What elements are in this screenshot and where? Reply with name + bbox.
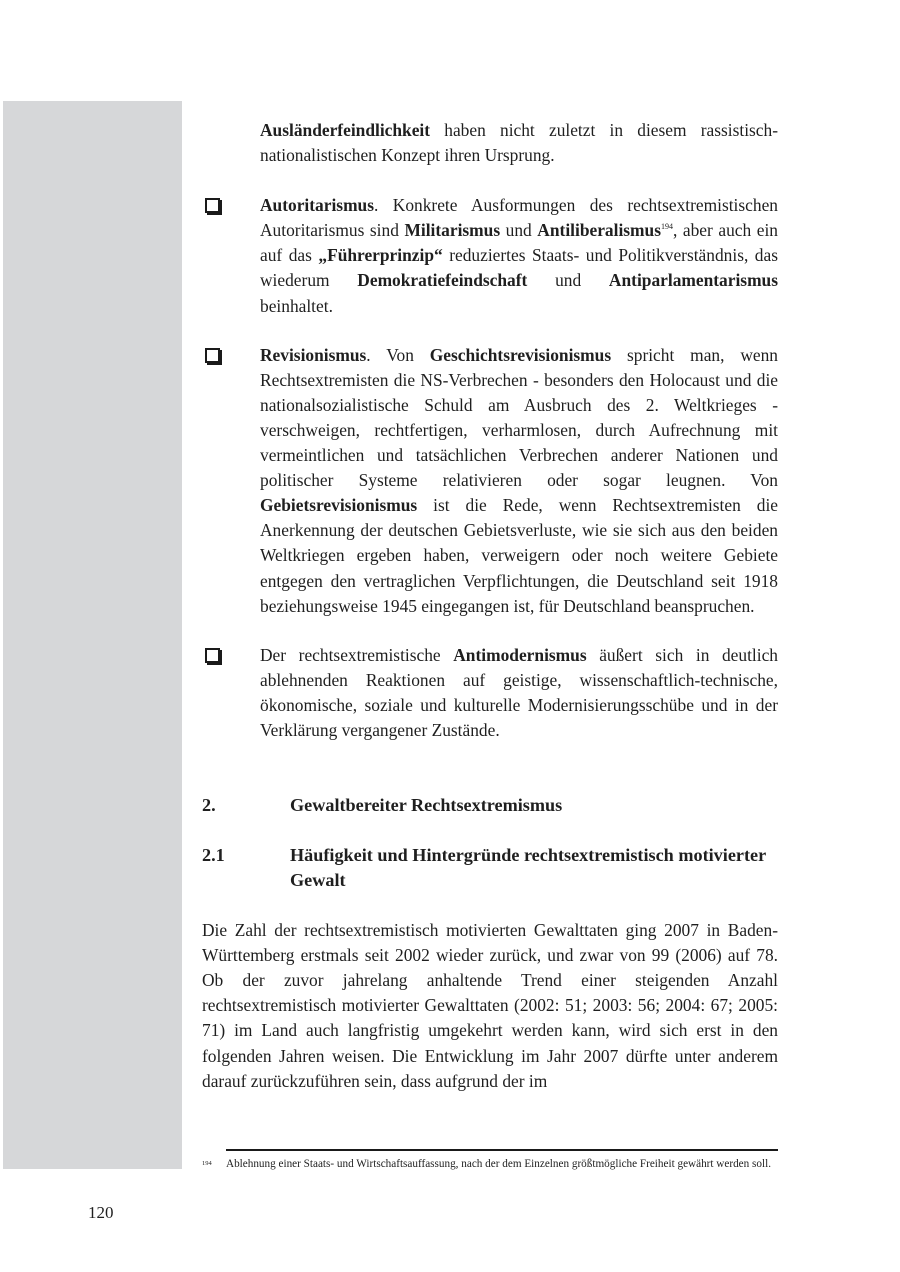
footnote-text: Ablehnung einer Staats- und Wirtschaftsauffassung, nach der dem Einzelnen größtmögliche Freiheit gewährt werden soll. — [226, 1158, 771, 1170]
section-number: 2. — [202, 795, 216, 816]
text-segment: Der rechtsextremistische — [260, 644, 454, 665]
footnote-marker: 194 — [202, 1160, 212, 1167]
section-heading-2 — [202, 793, 778, 818]
text-segment: ist die Rede, wenn Rechtsextremisten die Anerkennung der deutschen Gebietsverluste, wie sie sich aus den beiden Weltkriegen ergeben haben, verweigern oder noch weitere Gebiete entgegen den vertraglichen Verpflichtungen, die Deutschland seit 1918 beziehungsweise 1945 eingegangen ist, für Deutschland beanspruchen. — [260, 495, 778, 616]
text-segment: . Von — [366, 344, 430, 365]
bold-term: Geschichtsrevisionismus — [429, 344, 612, 365]
list-item-revisionismus — [202, 343, 778, 619]
section-title: Häufigkeit und Hintergründe rechtsextremistisch motivierter Gewalt — [290, 845, 766, 891]
bold-term: Demokratiefeindschaft — [357, 270, 528, 291]
checkbox-bullet-icon — [205, 348, 220, 363]
bold-term: Antiparlamentarismus — [608, 270, 778, 291]
bold-term: Militarismus — [404, 220, 501, 241]
body-paragraph: Die Zahl der rechtsextremistisch motivierten Gewalttaten ging 2007 in Baden-Württemberg erstmals seit 2002 wieder zurück, und zwar von 99 (2006) auf 78. Ob der zuvor jahrelang anhaltende Trend einer steigenden Anzahl rechtsextremistisch motivierter Gewalttaten (2002: 51; 2003: 56; 2004: 67; 2005: 71) im Land auch langfristig umgekehrt werden kann, wird sich erst in den folgenden Jahren weisen. Die Entwicklung im Jahr 2007 dürfte unter anderem darauf zurückzuführen sein, dass aufgrund der im — [202, 920, 778, 1091]
list-item-text — [260, 193, 778, 318]
checkbox-bullet-icon — [205, 198, 220, 213]
section-heading-2-1 — [202, 843, 778, 893]
checkbox-bullet-icon — [205, 648, 220, 663]
side-margin-band — [3, 101, 182, 1169]
text-segment: und — [527, 270, 609, 291]
list-item-text — [260, 343, 778, 619]
bold-term: Ausländerfeindlichkeit — [260, 120, 431, 140]
text-segment: . Konkrete Ausformungen des rechtsextremistischen Autoritarismus sind — [260, 195, 778, 241]
list-item-autoritarismus — [202, 193, 778, 318]
footnote-ref: 194 — [660, 222, 673, 232]
text-segment: reduziertes Staats- und Politikverständnis, das wiederum — [260, 245, 778, 291]
text-segment: beinhaltet. — [260, 295, 333, 316]
list-item-text — [260, 118, 778, 168]
bold-term: Gebietsrevisionismus — [260, 495, 418, 516]
footnote — [202, 1156, 778, 1172]
bold-term: Autoritarismus — [260, 195, 374, 216]
text-segment: spricht man, wenn Rechtsextremisten die NS-Verbrechen - besonders den Holocaust und die nationalsozialistische Schuld am Ausbruch des 2. Weltkrieges - verschweigen, rechtfertigen, verharmlosen, durch Aufrechnung mit vermeintlichen und tatsächlichen Verbrechen anderer Nationen und politischer Systeme relativieren oder sogar leugnen. Von — [260, 344, 778, 491]
text-segment: , aber auch ein auf das — [260, 220, 779, 266]
text-segment: und — [500, 220, 538, 241]
list-item-text — [260, 643, 778, 743]
text-segment: haben nicht zuletzt in diesem rassistisch-nationalistischen Konzept ihren Ursprung. — [260, 120, 778, 166]
bold-term: Revisionismus — [260, 344, 367, 365]
bold-term: Antimodernismus — [453, 644, 587, 665]
page-content — [202, 118, 778, 1094]
list-item-antimodernismus — [202, 643, 778, 743]
section-number: 2.1 — [202, 845, 225, 866]
text-segment: äußert sich in deutlich ablehnenden Reaktionen auf geistige, wissenschaftlich-technische, ökonomische, soziale und kulturelle Modernisierungsschübe und in der Verklärung vergangener Zustände. — [260, 644, 779, 740]
list-item-continuation — [202, 118, 778, 168]
page-number: 120 — [88, 1203, 114, 1222]
bold-term: „Führerprinzip“ — [318, 245, 443, 266]
bold-term: Antiliberalismus — [537, 220, 661, 241]
section-title: Gewaltbereiter Rechtsextremismus — [290, 795, 563, 816]
footnote-separator — [226, 1149, 778, 1151]
